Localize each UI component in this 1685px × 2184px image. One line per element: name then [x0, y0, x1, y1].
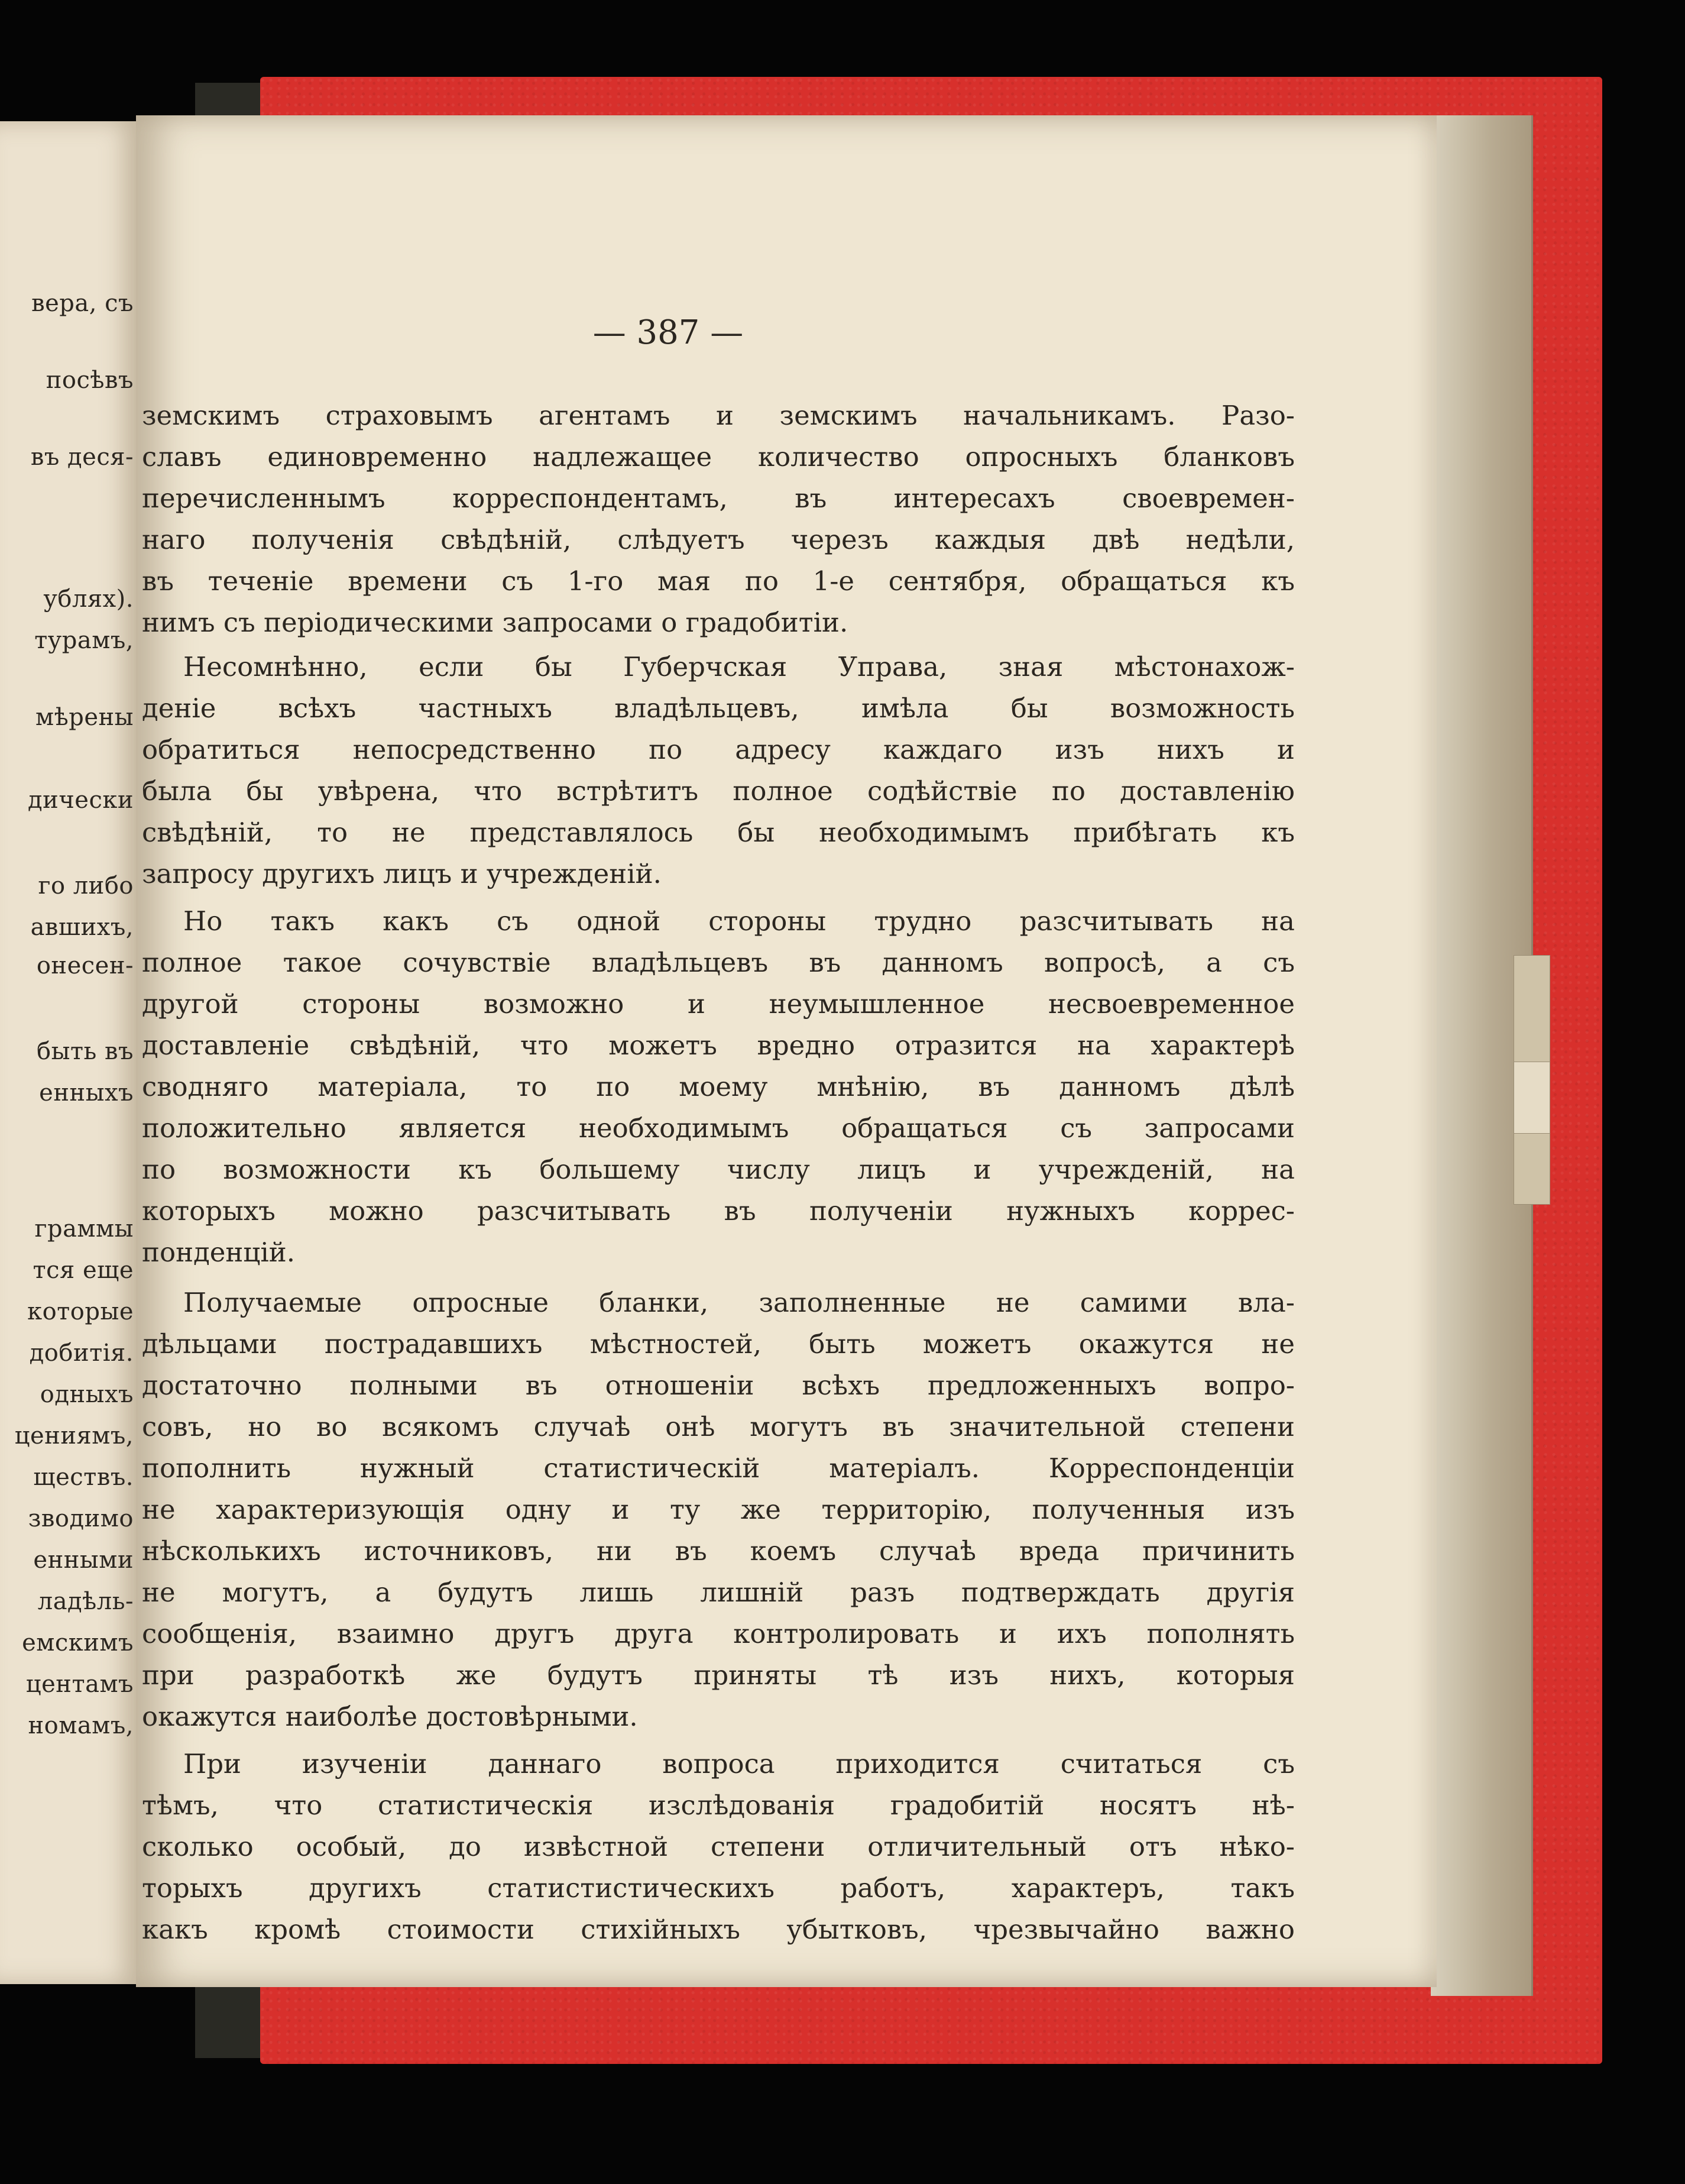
text-line: перечисленнымъ корреспондентамъ, въ интересахъ своевремен- [142, 483, 1295, 514]
left-page-text-fragment: посѣвъ [46, 367, 134, 394]
text-line: по возможности къ большему числу лицъ и учрежденій, на [142, 1154, 1295, 1185]
left-facing-page [0, 121, 142, 1984]
left-page-text-fragment: одныхъ [40, 1381, 134, 1408]
text-line: какъ кромѣ стоимости стихійныхъ убытковъ, чрезвычайно важно [142, 1914, 1295, 1945]
text-line: запросу другихъ лицъ и учрежденій. [142, 858, 662, 889]
text-line: Но такъ какъ съ одной стороны трудно разсчитывать на [183, 905, 1295, 937]
text-line: доставленіе свѣдѣній, что можетъ вредно отразится на характерѣ [142, 1030, 1295, 1061]
left-page-text-fragment: емскимъ [22, 1629, 134, 1656]
text-line: другой стороны возможно и неумышленное несвоевременное [142, 988, 1295, 1020]
left-page-text-fragment: добитія. [29, 1339, 134, 1367]
text-line: сводняго матеріала, то по моему мнѣнію, въ данномъ дѣлѣ [142, 1071, 1295, 1102]
left-page-text-fragment: тся еще [33, 1257, 134, 1284]
text-line: при разработкѣ же будутъ приняты тѣ изъ нихъ, которыя [142, 1659, 1295, 1691]
text-line: нѣсколькихъ источниковъ, ни въ коемъ случаѣ вреда причинить [142, 1535, 1295, 1567]
left-page-text-fragment: ществъ. [33, 1464, 134, 1491]
text-line: При изученіи даннаго вопроса приходится считаться съ [183, 1748, 1295, 1779]
book-page [136, 115, 1437, 1987]
text-line: не характеризующія одну и ту же территорію, полученныя изъ [142, 1494, 1295, 1525]
left-page-text-fragment: въ деся- [30, 444, 134, 471]
left-page-text-fragment: номамъ, [28, 1712, 134, 1739]
left-page-text-fragment: граммы [34, 1215, 134, 1243]
text-line: совъ, но во всякомъ случаѣ онѣ могутъ въ значительной степени [142, 1411, 1295, 1442]
left-page-text-fragment: цениямъ, [14, 1422, 134, 1449]
left-page-text-fragment: ублях). [43, 585, 134, 613]
text-line: наго полученія свѣдѣній, слѣдуетъ черезъ каждыя двѣ недѣли, [142, 524, 1295, 555]
left-page-text-fragment: зводимо [28, 1505, 134, 1532]
left-page-text-fragment: ладѣль- [37, 1588, 134, 1615]
left-page-text-fragment: енными [33, 1546, 134, 1574]
left-page-text-fragment: енныхъ [39, 1079, 134, 1106]
text-line: Несомнѣнно, если бы Губерчская Управа, зная мѣстонахож- [183, 651, 1295, 682]
left-page-text-fragment: быть въ [36, 1038, 134, 1065]
text-line: которыхъ можно разсчитывать въ полученіи нужныхъ коррес- [142, 1195, 1295, 1227]
left-page-text-fragment: го либо [38, 872, 134, 900]
text-line: не могутъ, а будутъ лишь лишній разъ подтверждать другія [142, 1577, 1295, 1608]
text-line: сообщенія, взаимно другъ друга контролировать и ихъ пополнять [142, 1618, 1295, 1649]
left-page-text-fragment: вера, съ [31, 290, 134, 317]
left-page-text-fragment: авшихъ, [30, 914, 134, 941]
text-line: понденцій. [142, 1237, 296, 1268]
text-line: тѣмъ, что статистическія изслѣдованія градобитій носятъ нѣ- [142, 1790, 1295, 1821]
text-line: обратиться непосредственно по адресу каждаго изъ нихъ и [142, 734, 1295, 765]
text-line: Получаемые опросные бланки, заполненные не самими вла- [183, 1287, 1295, 1318]
left-page-text-fragment: онесен- [36, 952, 134, 979]
page-edge-tab [1514, 1062, 1550, 1134]
text-line: пополнить нужный статистическій матеріалъ. Корреспонденціи [142, 1452, 1295, 1484]
text-line: свѣдѣній, то не представлялось бы необходимымъ прибѣгать къ [142, 817, 1295, 848]
text-line: въ теченіе времени съ 1-го мая по 1-е сентября, обращаться къ [142, 565, 1295, 597]
text-line: положительно является необходимымъ обращаться съ запросами [142, 1112, 1295, 1144]
text-line: славъ единовременно надлежащее количество опросныхъ бланковъ [142, 441, 1295, 473]
text-line: была бы увѣрена, что встрѣтитъ полное содѣйствіе по доставленію [142, 775, 1295, 807]
text-line: дѣльцами пострадавшихъ мѣстностей, быть можетъ окажутся не [142, 1328, 1295, 1360]
text-line: торыхъ другихъ статистистическихъ работъ, характеръ, такъ [142, 1872, 1295, 1904]
left-page-text-fragment: центамъ [25, 1671, 134, 1698]
text-line: земскимъ страховымъ агентамъ и земскимъ начальникамъ. Разо- [142, 400, 1295, 431]
text-line: деніе всѣхъ частныхъ владѣльцевъ, имѣла бы возможность [142, 693, 1295, 724]
text-line: сколько особый, до извѣстной степени отличительный отъ нѣко- [142, 1831, 1295, 1862]
text-line: полное такое сочувствіе владѣльцевъ въ данномъ вопросѣ, а съ [142, 947, 1295, 978]
left-page-text-fragment: которые [27, 1298, 134, 1325]
text-line: окажутся наиболѣе достовѣрными. [142, 1701, 638, 1732]
text-line: нимъ съ періодическими запросами о градобитіи. [142, 607, 848, 638]
left-page-text-fragment: турамъ, [34, 627, 134, 654]
page-edges [1431, 115, 1533, 1996]
left-page-text-fragment: дически [28, 787, 134, 814]
left-page-text-fragment: мѣрены [35, 704, 134, 731]
page-number: — 387 — [592, 313, 744, 352]
text-line: достаточно полными въ отношеніи всѣхъ предложенныхъ вопро- [142, 1370, 1295, 1401]
